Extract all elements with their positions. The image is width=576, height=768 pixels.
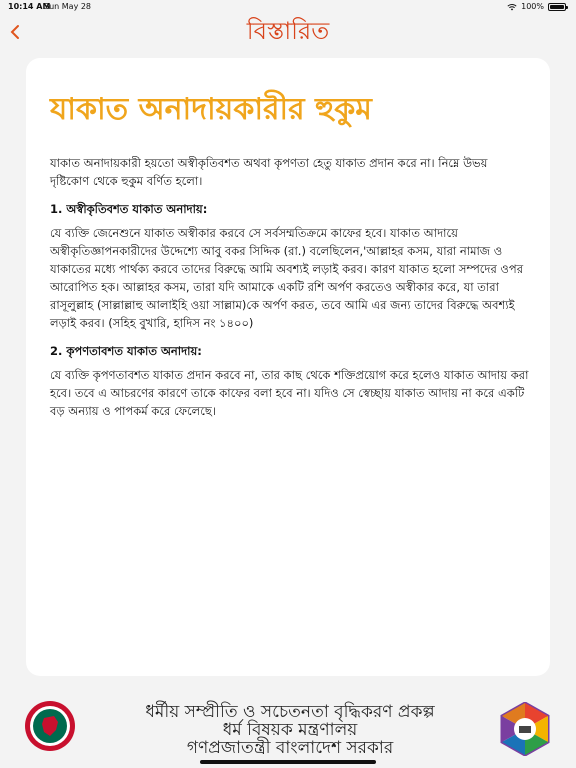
government-seal-icon: [24, 700, 76, 752]
home-indicator[interactable]: [200, 760, 376, 764]
status-date: Sun May 28: [44, 2, 92, 11]
status-indicators: [507, 0, 566, 14]
content-card: [26, 58, 550, 676]
page-title: বিস্তারিত: [246, 17, 330, 45]
app-logo-icon: [500, 702, 550, 756]
navigation-bar: [0, 14, 576, 50]
section2-body: যে ব্যক্তি কৃপণতাবশত যাকাত প্রদান করবে না, তার কাছ থেকে শক্তিপ্রয়োগ করে হলেও যাকাত আদায় করা হবে। তবে এ আচরণের কারণে তাকে কাফের বলা হবে না। যদিও সে স্বেচ্ছায় যাকাত আদায় না করে একটি বড় অন্যায় ও পাপকর্ম করে ফেলেছে।: [50, 368, 529, 418]
article-body: [50, 154, 530, 430]
footer: [0, 684, 576, 768]
status-bar: [0, 0, 576, 14]
section2-heading: 2. কৃপণতাবশত যাকাত অনাদায়:: [50, 344, 202, 358]
battery-percent: 100%: [521, 2, 544, 11]
footer-government: গণপ্রজাতন্ত্রী বাংলাদেশ সরকার: [186, 738, 394, 758]
wifi-icon: [507, 3, 517, 11]
footer-project-name: ধর্মীয় সম্প্রীতি ও সচেতনতা বৃদ্ধিকরণ প্রকল্প: [145, 702, 435, 722]
battery-icon: [548, 3, 566, 11]
section1-body: যে ব্যক্তি জেনেশুনে যাকাত অস্বীকার করবে সে সর্বসম্মতিক্রমে কাফের হবে। যাকাত আদায়ে অস্বীকৃতিজ্ঞাপনকারীদের উদ্দেশ্যে আবু বকর সিদ্দিক (রা.) বলেছিলেন,'আল্লাহর কসম, যারা নামাজ ও যাকাতের মধ্যে পার্থক্য করবে তাদের বিরুদ্ধে আমি অবশ্যই লড়াই করব। কারণ যাকাত হলো সম্পদের ওপর আরোপিত হক। আল্লাহর কসম, তারা যদি আমাকে একটি রশি অর্পণ করতেও অস্বীকার করে, যা তারা রাসূলুল্লাহ (সাল্লাল্লাহু আলাইহি ওয়া সাল্লাম)কে অর্পণ করত, তবে আমি এর জন্য তাদের বিরুদ্ধে অবশ্যই লড়াই করব। (সহিহ বুখারি, হাদিস নং ১৪০০): [50, 226, 524, 330]
article-intro: যাকাত অনাদায়কারী হয়তো অস্বীকৃতিবশত অথবা কৃপণতা হেতু যাকাত প্রদান করে না। নিম্নে উভয় দৃষ্টিকোণ থেকে হুকুম বর্ণিত হলো।: [50, 156, 488, 188]
section1-heading: 1. অস্বীকৃতিবশত যাকাত অনাদায়:: [50, 202, 208, 216]
article-title: যাকাত অনাদায়কারীর হুকুম: [50, 92, 372, 127]
footer-ministry: ধর্ম বিষয়ক মন্ত্রণালয়: [222, 720, 358, 740]
status-time: 10:14 AM: [8, 2, 51, 11]
